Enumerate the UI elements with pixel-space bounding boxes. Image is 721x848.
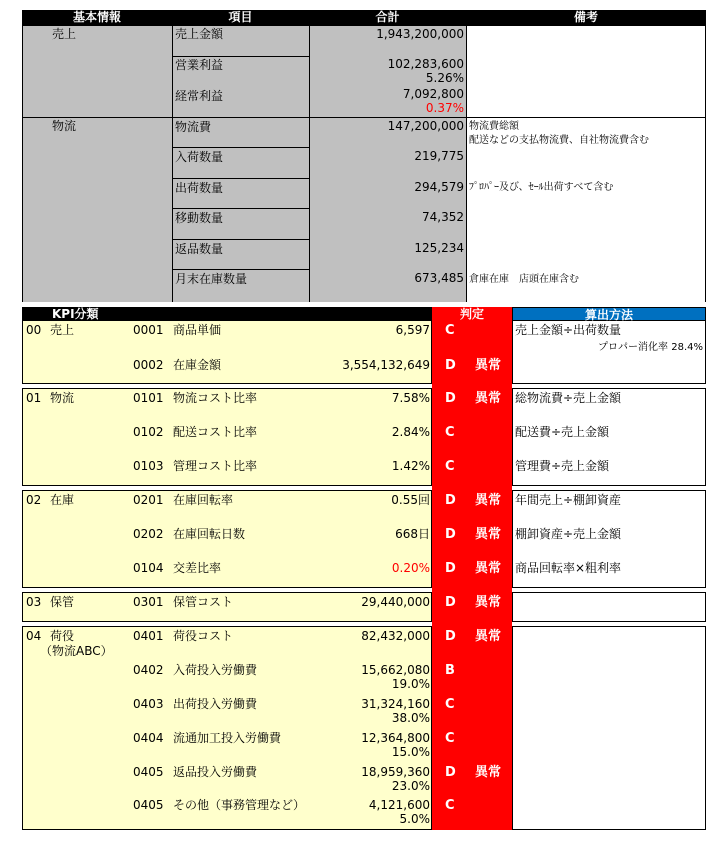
header-kpi-category: KPI分類 [22, 307, 432, 321]
header-calc-method: 算出方法 [512, 307, 706, 321]
kpi-value: 6,597 [395, 323, 430, 337]
sales-ratio: 5.26% [425, 71, 464, 85]
kpi-value: 31,324,160 [361, 697, 430, 711]
kpi-code: 0103 [133, 459, 164, 473]
kpi-grade: D [445, 561, 456, 576]
sales-value: 7,092,800 [402, 87, 464, 101]
kpi-group-code: 01 [26, 391, 42, 405]
kpi-anomaly-flag: 異常 [475, 391, 502, 406]
kpi-item: その他（事務管理など） [173, 798, 306, 812]
kpi-grade: B [445, 663, 455, 678]
kpi-method: 総物流費÷売上金額 [515, 391, 622, 405]
kpi-code: 0102 [133, 425, 164, 439]
kpi-anomaly-flag: 異常 [475, 358, 502, 373]
kpi-anomaly-flag: 異常 [475, 595, 502, 610]
header-basic-info: 基本情報 [22, 10, 172, 26]
kpi-group-code: 00 [26, 323, 42, 337]
kpi-share: 5.0% [399, 812, 430, 826]
kpi-method-note: プロパー消化率 28.4% [598, 342, 703, 353]
sales-category: 売上 [52, 27, 77, 41]
logistics-value: 294,579 [414, 180, 464, 194]
kpi-grade: C [445, 731, 455, 746]
logistics-value: 74,352 [422, 210, 464, 224]
kpi-share: 23.0% [391, 779, 430, 793]
kpi-group-name: 在庫 [50, 493, 75, 507]
kpi-item: 在庫回転率 [173, 493, 234, 507]
kpi-value: 2.84% [391, 425, 430, 439]
kpi-item: 返品投入労働費 [173, 765, 258, 779]
kpi-value: 15,662,080 [361, 663, 430, 677]
kpi-code: 0104 [133, 561, 164, 575]
kpi-value: 82,432,000 [361, 629, 430, 643]
header-item: 項目 [172, 10, 309, 26]
kpi-code: 0403 [133, 697, 164, 711]
logistics-note: ﾌﾟﾛﾊﾟｰ及び、ｾｰﾙ出荷すべて含む [469, 182, 614, 193]
kpi-value: 29,440,000 [361, 595, 430, 609]
kpi-grade: D [445, 629, 456, 644]
kpi-value: 7.58% [391, 391, 430, 405]
logistics-item: 入荷数量 [175, 150, 224, 164]
sales-item: 営業利益 [175, 58, 224, 72]
kpi-code: 0405 [133, 765, 164, 779]
kpi-grade: D [445, 493, 456, 508]
header-remarks: 備考 [466, 10, 706, 26]
kpi-code: 0202 [133, 527, 164, 541]
kpi-grade: D [445, 527, 456, 542]
kpi-anomaly-flag: 異常 [475, 765, 502, 780]
kpi-share: 38.0% [391, 711, 430, 725]
kpi-item: 交差比率 [173, 561, 222, 575]
kpi-item: 入荷投入労働費 [173, 663, 258, 677]
kpi-code: 0404 [133, 731, 164, 745]
sales-item: 経常利益 [175, 89, 224, 103]
kpi-value: 4,121,600 [368, 798, 430, 812]
kpi-method: 年間売上÷棚卸資産 [515, 493, 622, 507]
kpi-value: 668日 [395, 527, 430, 541]
kpi-code: 0201 [133, 493, 164, 507]
logistics-item: 物流費 [175, 120, 212, 134]
kpi-group-code: 02 [26, 493, 42, 507]
header-judgement: 判定 [432, 307, 512, 321]
kpi-code: 0405 [133, 798, 164, 812]
kpi-item: 保管コスト [173, 595, 234, 609]
sales-ratio: 0.37% [425, 101, 464, 115]
kpi-value: 3,554,132,649 [342, 358, 430, 372]
kpi-value: 0.55回 [391, 493, 430, 507]
kpi-grade: C [445, 323, 455, 338]
kpi-anomaly-flag: 異常 [475, 629, 502, 644]
kpi-group-name: 荷役 [50, 629, 75, 643]
kpi-code: 0301 [133, 595, 164, 609]
kpi-code: 0002 [133, 358, 164, 372]
logistics-category: 物流 [52, 119, 77, 133]
kpi-anomaly-flag: 異常 [475, 561, 502, 576]
kpi-value: 1.42% [391, 459, 430, 473]
kpi-method: 配送費÷売上金額 [515, 425, 610, 439]
kpi-item: 在庫回転日数 [173, 527, 246, 541]
sales-value: 1,943,200,000 [376, 27, 464, 41]
kpi-method: 商品回転率×粗利率 [515, 561, 622, 575]
kpi-grade: C [445, 697, 455, 712]
kpi-item: 商品単価 [173, 323, 222, 337]
kpi-grade: C [445, 459, 455, 474]
kpi-method: 棚卸資産÷売上金額 [515, 527, 622, 541]
logistics-note: 配送などの支払物流費、自社物流費含む [469, 135, 649, 146]
kpi-method: 売上金額÷出荷数量 [515, 323, 622, 337]
kpi-share: 19.0% [391, 677, 430, 691]
kpi-group-name: 保管 [50, 595, 75, 609]
kpi-group-code: 04 [26, 629, 42, 643]
sales-value: 102,283,600 [387, 57, 464, 71]
logistics-value: 219,775 [414, 149, 464, 163]
kpi-grade: D [445, 391, 456, 406]
kpi-code: 0401 [133, 629, 164, 643]
kpi-anomaly-flag: 異常 [475, 493, 502, 508]
remarks-column [466, 26, 706, 302]
logistics-item: 移動数量 [175, 211, 224, 225]
logistics-note: 物流費総額 [469, 121, 519, 132]
kpi-grade: C [445, 425, 455, 440]
kpi-item: 物流コスト比率 [173, 391, 258, 405]
logistics-item: 出荷数量 [175, 181, 224, 195]
kpi-method: 管理費÷売上金額 [515, 459, 610, 473]
kpi-grade: D [445, 765, 456, 780]
kpi-item: 配送コスト比率 [173, 425, 258, 439]
kpi-item: 在庫金額 [173, 358, 222, 372]
kpi-group-code: 03 [26, 595, 42, 609]
logistics-item: 返品数量 [175, 242, 224, 256]
logistics-value: 125,234 [414, 241, 464, 255]
kpi-value: 18,959,360 [361, 765, 430, 779]
kpi-group-name: 売上 [50, 323, 75, 337]
kpi-value: 12,364,800 [361, 731, 430, 745]
logistics-value: 673,485 [414, 271, 464, 285]
kpi-code: 0402 [133, 663, 164, 677]
kpi-item: 荷役コスト [173, 629, 234, 643]
logistics-item: 月末在庫数量 [175, 272, 248, 286]
logistics-note: 倉庫在庫 店頭在庫含む [469, 274, 579, 285]
kpi-group-name: 物流 [50, 391, 75, 405]
header-total: 合計 [309, 10, 466, 26]
kpi-grade: D [445, 595, 456, 610]
kpi-code: 0101 [133, 391, 164, 405]
kpi-share: 15.0% [391, 745, 430, 759]
kpi-group-subname: （物流ABC） [40, 644, 113, 658]
logistics-value: 147,200,000 [387, 119, 464, 133]
kpi-item: 流通加工投入労働費 [173, 731, 282, 745]
kpi-item: 出荷投入労働費 [173, 697, 258, 711]
kpi-grade: D [445, 358, 456, 373]
kpi-anomaly-flag: 異常 [475, 527, 502, 542]
kpi-item: 管理コスト比率 [173, 459, 258, 473]
kpi-value: 0.20% [391, 561, 430, 575]
kpi-code: 0001 [133, 323, 164, 337]
sales-item: 売上金額 [175, 27, 224, 41]
kpi-grade: C [445, 798, 455, 813]
